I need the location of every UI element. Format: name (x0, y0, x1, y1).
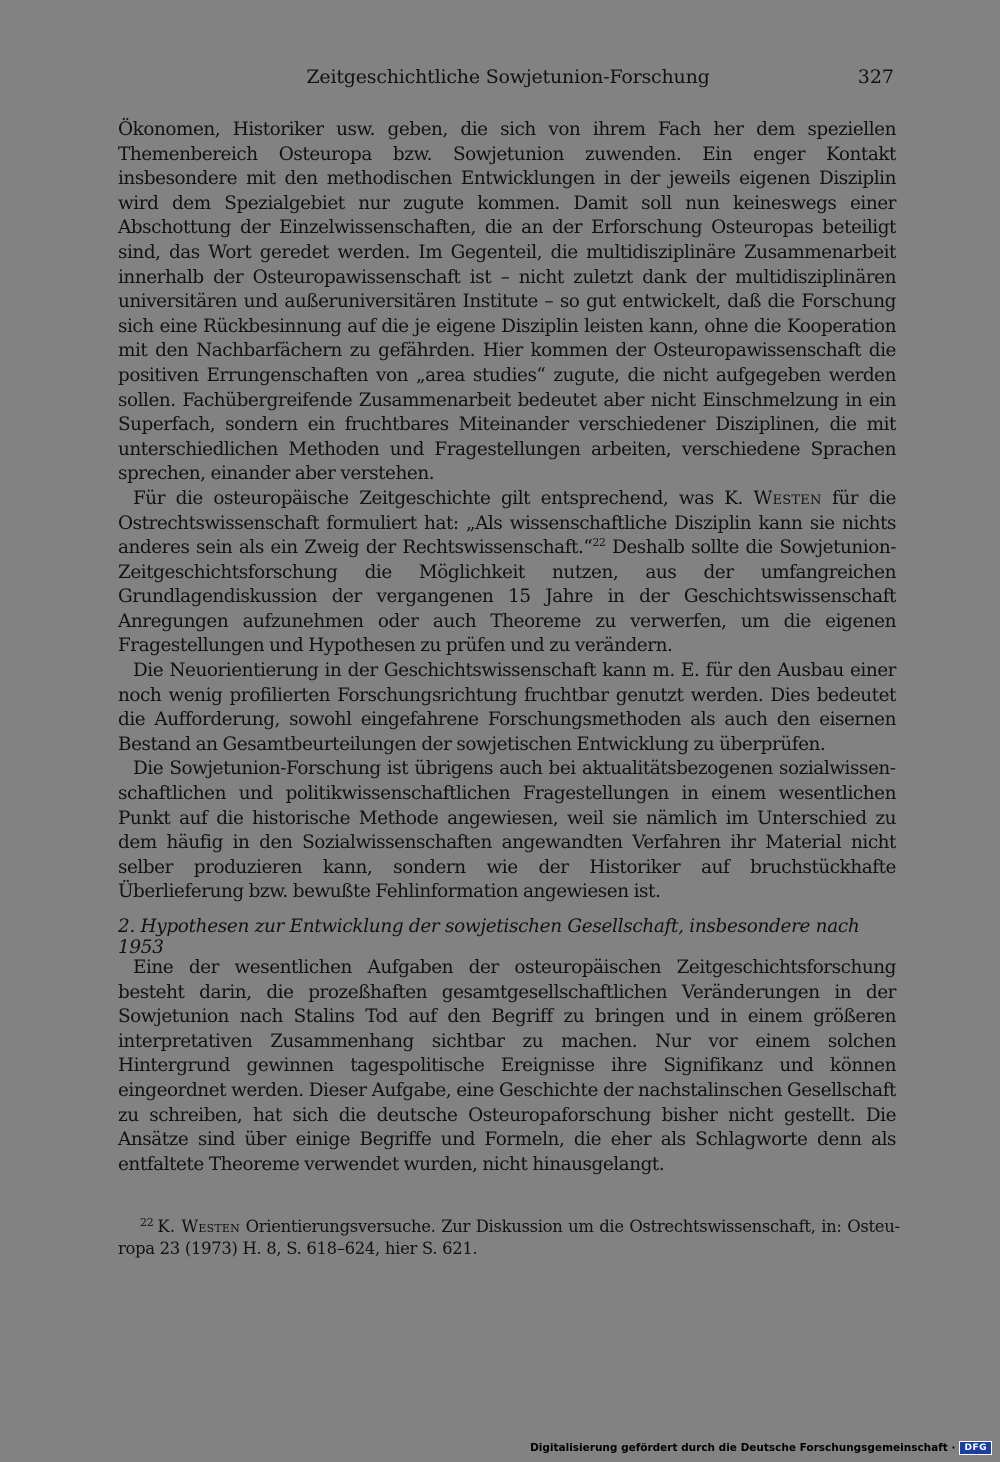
paragraph-2-quote: für die Ostrechtswissenschaft formuliert hat: „Als wissenschaftliche Disziplin kann sie nichts anderes sein als ein Zweig der Rechtswissenschaft.“ (118, 487, 896, 559)
section-paragraph-1: Eine der wesentlichen Aufgaben der osteuropäischen Zeitgeschichtsforschung besteht darin, die prozeßhaften gesamtgesellschaftlichen Veränderungen in der Sowjetunion nach Stalins Tod auf den Begriff zu bringen und in einem größeren interpretativen Zusammenhang sichtbar zu machen. Nur vor einem solchen Hintergrund gewinnen tagespolitische Ereignisse ihre Signifikanz und können eingeordnet werden. Dieser Aufgabe, eine Geschichte der nachstalinschen Gesellschaft zu schreiben, hat sich die deutsche Osteuropaforschung bisher nicht gestellt. Die Ansätze sind über einige Begriffe und Formeln, die eher als Schlagworte denn als entfaltete Theoreme verwendet wurden, nicht hinausgelangt. (118, 957, 896, 1175)
footnote-number: 22 (140, 1216, 154, 1229)
footnote-text: Orientierungsversuche. Zur Diskussion um die Ostrechtswissenschaft, in: Osteuropa 23 (1973) H. 8, S. 618–624, hier S. 621. (118, 1217, 901, 1258)
paragraph-2-start: Für die osteuropäische Zeitgeschichte gilt entsprechend, was K. (133, 487, 754, 509)
paragraph-3: Die Neuorientierung in der Geschichtswissenschaft kann m. E. für den Ausbau einer noch wenig profilierten Forschungsrichtung fruchtbar genutzt werden. Dies bedeutet die Aufforderung, sowohl eingefahrene Forschungsmethoden als auch den eisernen Bestand an Gesamtbeurteilungen der sowjetischen Entwicklung zu überprüfen. (118, 660, 896, 755)
running-head: Zeitgeschichtliche Sowjetunion-Forschung (306, 66, 710, 88)
footnote-author: K. Westen (157, 1217, 240, 1236)
section-heading: 2. Hypothesen zur Entwicklung der sowjetischen Gesellschaft, insbesondere nach 1953 (118, 916, 860, 958)
page-header (118, 66, 898, 94)
section-text (118, 956, 896, 1177)
page-number: 327 (857, 66, 894, 88)
paragraph-2-end: Deshalb sollte die Sowjetunion-Zeitgeschichtsforschung die Möglichkeit nutzen, aus der umfangreichen Grundlagendiskussion der vergangenen 15 Jahre in der Geschichtswissenschaft Anregungen aufzunehmen oder auch Theoreme zu verwerfen, um die eigenen Fragestellungen und Hypothesen zu prüfen und zu verändern. (118, 537, 897, 657)
paragraph-1: Ökonomen, Historiker usw. geben, die sich von ihrem Fach her dem speziellen Themenbereich Osteuropa bzw. Sowjetunion zuwenden. Ein enger Kontakt insbesondere mit den methodischen Entwicklungen in der jeweils eigenen Disziplin wird dem Spezialgebiet nur zugute kommen. Damit soll nun keineswegs einer Abschottung der Einzelwissenschaften, die an der Erforschung Osteuropas beteiligt sind, das Wort geredet werden. Im Gegenteil, die multidisziplinäre Zusammenarbeit innerhalb der Osteuropawissenschaft ist – nicht zuletzt dank der multidisziplinären universitären und außeruniversitären Institute – so gut entwickelt, daß die Forschung sich eine Rückbesinnung auf die je eigene Disziplin leisten kann, ohne die Kooperation mit den Nachbarfächern zu gefährden. Hier kommen der Osteuropawissenschaft die positiven Errungenschaften von „area studies“ zugute, die nicht aufgegeben werden sollen. Fachübergreifende Zusammenarbeit bedeutet aber nicht Einschmelzung in ein Superfach, sondern ein fruchtbares Miteinander verschiedener Disziplinen, die mit unterschiedlichen Methoden und Fragestellungen arbeiten, verschiedene Sprachen sprechen, einander aber verstehen. (118, 119, 896, 485)
footnote (118, 1216, 900, 1260)
body-text (118, 118, 896, 905)
credit-text: Digitalisierung gefördert durch die Deutsche Forschungsgemeinschaft · (530, 1442, 956, 1454)
footnote-reference[interactable]: 22 (592, 536, 606, 550)
paragraph-4: Die Sowjetunion-Forschung ist übrigens auch bei aktualitätsbezogenen sozialwissenschaftlichen und politikwissenschaftlichen Fragestellungen in einem wesentlichen Punkt auf die historische Methode angewiesen, weil sie nämlich im Unterschied zu dem häufig in den Sozialwissenschaften angewandten Verfahren ihr Material nicht selber produzieren kann, sondern wie der Historiker auf bruchstückhafte Überlieferung bzw. bewußte Fehlinformation angewiesen ist. (118, 758, 896, 903)
dfg-logo-icon: DFG (959, 1441, 992, 1455)
paragraph-2 (118, 487, 896, 659)
digitization-credit (530, 1440, 992, 1456)
author-name: Westen (753, 487, 822, 509)
